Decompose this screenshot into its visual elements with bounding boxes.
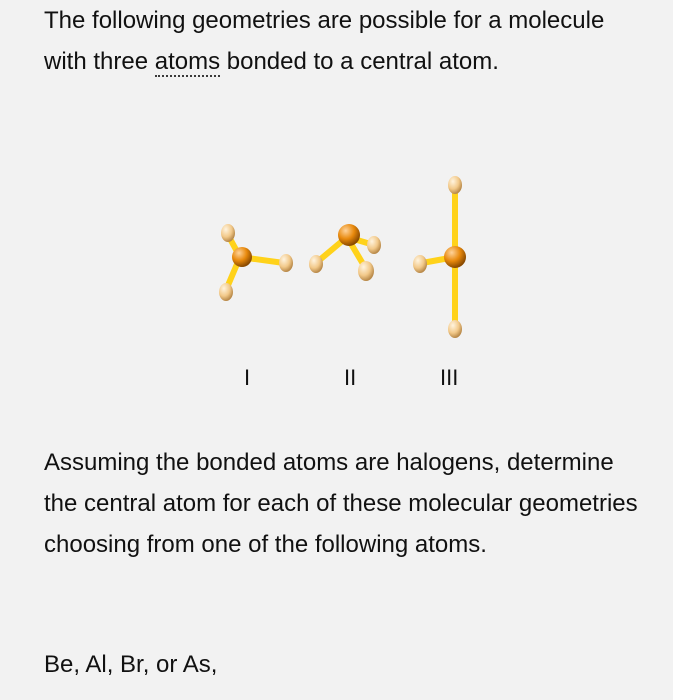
halogen-atom xyxy=(309,255,323,273)
geometry-label-1: I xyxy=(244,365,251,390)
geometry-label-2: II xyxy=(344,365,357,390)
glossary-term-atoms[interactable]: atoms xyxy=(154,48,221,75)
central-atom xyxy=(232,247,252,267)
halogen-atom xyxy=(448,320,462,338)
molecule-geometry-2 xyxy=(309,224,381,281)
molecule-geometry-1 xyxy=(219,224,293,301)
intro-text-after: bonded to a central atom. xyxy=(220,48,499,75)
central-atom xyxy=(338,224,360,246)
halogen-atom xyxy=(413,255,427,273)
molecular-geometries-figure xyxy=(210,165,490,355)
halogen-atom xyxy=(367,236,381,254)
halogen-atom xyxy=(358,261,374,281)
intro-paragraph xyxy=(44,0,634,82)
geometry-label-3: III xyxy=(440,365,459,390)
halogen-atom xyxy=(279,254,293,272)
central-atom xyxy=(444,246,466,268)
molecule-geometry-3 xyxy=(413,176,466,338)
intro-text-before: The following geometries are possible for a molecule with three xyxy=(44,7,605,75)
halogen-atom xyxy=(219,283,233,301)
halogen-atom xyxy=(448,176,462,194)
halogen-atom xyxy=(221,224,235,242)
question-paragraph: Assuming the bonded atoms are halogens, determine the central atom for each of these molecular geometries choosing from one of the following atoms. xyxy=(44,449,638,558)
atom-choices: Be, Al, Br, or As, xyxy=(44,651,218,678)
